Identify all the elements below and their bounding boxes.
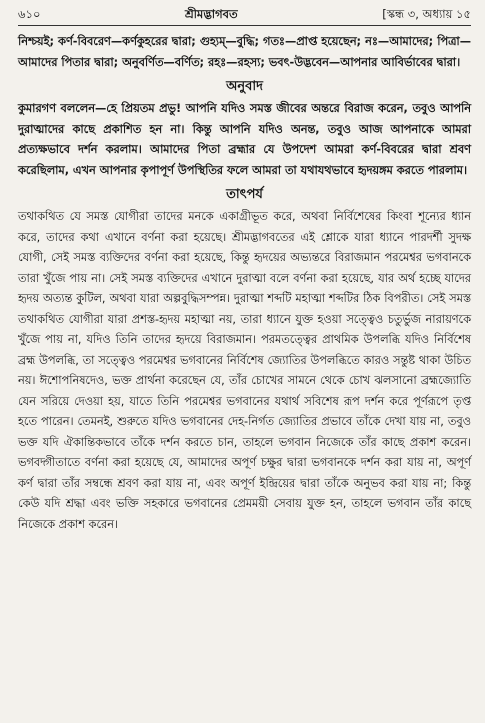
book-title: শ্রীমদ্ভাগবত — [184, 7, 238, 21]
purport-heading: তাৎপর্য — [226, 187, 263, 202]
synonyms-paragraph: নিশ্চয়ই; কর্ণ-বিবরেণ—কর্ণকুহরের দ্বারা; গুহ্যম্—বুদ্ধি; গতঃ—প্রাপ্ত হয়েছেন; নঃ—আমাদের; পিত্রা—আমাদের পিতার দ্বারা; অনুবর্ণিত—বর্ণিত; রহঃ—রহস্য; ভবৎ-উদ্ভবেন—আপনার আবির্ভাবের দ্বারা। — [18, 35, 471, 69]
purport-paragraph: তথাকথিত যে সমস্ত যোগীরা তাদের মনকে একাগ্রীভূত করে, অথবা নির্বিশেষের কিংবা শূন্যের ধ্যান করে, তাদের কথা এখানে বর্ণনা করা হয়েছে। শ্রীমদ্ভাগবতের এই শ্লোকে যারা ধ্যানে পারদর্শী সুদক্ষ যোগী, সেই সমস্ত ব্যক্তিদের বর্ণনা করা হয়েছে, কিন্তু হৃদয়ের অভ্যন্তরে বিরাজমান পরমেশ্বর ভগবানকে তারা খুঁজে পায় না। সেই সমস্ত ব্যক্তিদের এখানে দুরাত্মা বলে বর্ণনা করা হয়েছে, যার অর্থ হচ্ছে যাদের হৃদয় অত্যন্ত কুটিল, অথবা যারা অল্পবুদ্ধিসম্পন্ন। দুরাত্মা শব্দটি মহাত্মা শব্দটির ঠিক বিপরীত। সেই সমস্ত তথাকথিত যোগীরা যারা প্রশস্ত-হৃদয় মহাত্মা নয়, তারা ধ্যানে যুক্ত হওয়া সত্ত্বেও চতুর্ভুজ নারায়ণকে খুঁজে পায় না, যদিও তিনি তাদের হৃদয়ে বিরাজমান। পরমতত্ত্বের প্রাথমিক উপলব্ধি যদিও নির্বিশেষ ব্রহ্ম উপলব্ধি, তা সত্ত্বেও পরমেশ্বর ভগবানের নির্বিশেষ জ্যোতির উপলব্ধিতে কারও সন্তুষ্ট থাকা উচিত নয়। ঈশোপনিষদেও, ভক্ত প্রার্থনা করেছেন যে, তাঁর চোখের সামনে থেকে চোখ ঝলসানো ব্রহ্মজ্যোতি যেন সরিয়ে দেওয়া হয়, যাতে তিনি পরমেশ্বর ভগবানের যথার্থ সবিশেষ রূপ দর্শন করে পূর্ণরূপে তৃপ্ত হতে পারেন। তেমনই, শুরুতে যদিও ভগবানের দেহ-নির্গত জ্যোতির প্রভাবে তাঁকে দেখা যায় না, তবুও ভক্ত যদি ঐকান্তিকভাবে তাঁকে দর্শন করতে চান, তাহলে ভগবান নিজেকে তাঁর কাছে প্রকাশ করেন। ভগবদ্গীতাতে বর্ণনা করা হয়েছে যে, আমাদের অপূর্ণ চক্ষুর দ্বারা ভগবানকে দর্শন করা যায় না, অপূর্ণ কর্ণ দ্বারা তাঁর সম্বন্ধে শ্রবণ করা যায় না, এবং অপূর্ণ ইন্দ্রিয়ের দ্বারা তাঁকে অনুভব করা যায় না; কিন্তু কেউ যদি শ্রদ্ধা এবং ভক্তি সহকারে ভগবানের প্রেমময়ী সেবায় যুক্ত হন, তাহলে ভগবান তাঁর কাছে নিজেকে প্রকাশ করেন। — [18, 210, 471, 531]
page-header — [18, 6, 471, 22]
translation-paragraph: কুমারগণ বললেন—হে প্রিয়তম প্রভু! আপনি যদিও সমস্ত জীবের অন্তরে বিরাজ করেন, তবুও আপনি দুরাত্মাদের কাছে প্রকাশিত হন না। কিন্তু আপনি যদিও অনন্ত, তবুও আজ আপনাকে আমরা প্রত্যক্ষভাবে দর্শন করলাম। আমাদের পিতা ব্রহ্মার যে উপদেশ আমরা কর্ণ-বিবরের দ্বারা শ্রবণ করেছিলাম, এখন আপনার কৃপাপূর্ণ উপস্থিতির ফলে আমরা তা যথাযথভাবে হৃদয়ঙ্গম করতে পারলাম। — [18, 102, 471, 177]
header-rule — [18, 25, 471, 26]
page-number: ৬১০ — [18, 7, 41, 21]
chapter-reference: [স্কন্ধ ৩, অধ্যায় ১৫ — [382, 7, 471, 21]
translation-heading: অনুবাদ — [226, 79, 263, 94]
